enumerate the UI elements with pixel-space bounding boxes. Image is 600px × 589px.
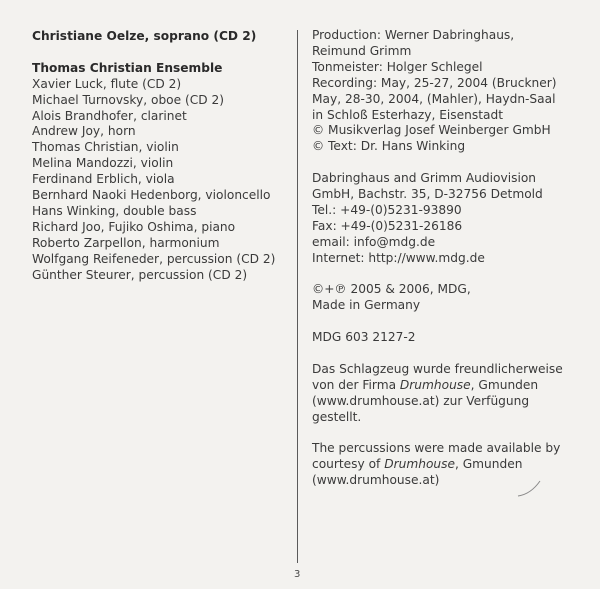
column-divider	[297, 30, 298, 563]
member-line: Bernhard Naoki Hedenborg, violoncello	[32, 188, 271, 203]
member-line: Günther Steurer, percussion (CD 2)	[32, 267, 248, 282]
member-line: Michael Turnovsky, oboe (CD 2)	[32, 92, 225, 107]
contact-line: Tel.: +49-(0)5231-93890	[312, 202, 462, 217]
member-line: Andrew Joy, horn	[32, 124, 136, 139]
credit-line: May, 28-30, 2004, (Mahler), Haydn-Saal	[312, 91, 556, 106]
catalog-number	[312, 330, 592, 346]
contact-line: email: info@mdg.de	[312, 234, 436, 249]
note-line: The percussions were made available by	[312, 441, 561, 456]
member-line: Thomas Christian, violin	[32, 140, 179, 155]
note-line: (www.drumhouse.at) zur Verfügung	[312, 393, 530, 408]
note-line: Das Schlagzeug wurde freundlicherweise	[312, 361, 563, 376]
note-line: (www.drumhouse.at)	[312, 473, 440, 488]
production-credits	[312, 28, 592, 155]
member-line: Ferdinand Erblich, viola	[32, 172, 175, 187]
pen-mark-icon	[516, 478, 542, 500]
copyright-line: ©+℗ 2005 & 2006, MDG,	[312, 282, 471, 297]
drumhouse-name: Drumhouse	[399, 377, 471, 392]
note-line: courtesy of Drumhouse, Gmunden	[312, 457, 523, 472]
credit-line: in Schloß Esterhazy, Eisenstadt	[312, 107, 503, 122]
copyright-notice	[312, 282, 592, 314]
contact-line: Dabringhaus and Grimm Audiovision	[312, 171, 537, 186]
member-line: Hans Winking, double bass	[32, 203, 197, 218]
member-line: Wolfgang Reifeneder, percussion (CD 2)	[32, 251, 276, 266]
credit-line: Tonmeister: Holger Schlegel	[312, 59, 483, 74]
member-line: Richard Joo, Fujiko Oshima, piano	[32, 219, 236, 234]
production-column	[312, 28, 592, 505]
contact-line: Fax: +49-(0)5231-26186	[312, 218, 463, 233]
catalog-line: MDG 603 2127-2	[312, 330, 416, 345]
credit-line: Recording: May, 25-27, 2004 (Bruckner)	[312, 75, 557, 90]
contact-line: GmbH, Bachstr. 35, D-32756 Detmold	[312, 187, 543, 202]
german-percussion-note	[312, 362, 592, 426]
copyright-line: Made in Germany	[312, 298, 421, 313]
member-line: Roberto Zarpellon, harmonium	[32, 235, 220, 250]
note-line: von der Firma Drumhouse, Gmunden	[312, 377, 539, 392]
publisher-contact	[312, 171, 592, 266]
member-line: Melina Mandozzi, violin	[32, 156, 174, 171]
english-percussion-note	[312, 441, 592, 489]
credit-line: Reimund Grimm	[312, 43, 412, 58]
ensemble-title: Thomas Christian Ensemble	[32, 60, 223, 75]
drumhouse-name: Drumhouse	[384, 457, 455, 472]
member-line: Alois Brandhofer, clarinet	[32, 108, 187, 123]
soloist-credit: Christiane Oelze, soprano (CD 2)	[32, 29, 257, 43]
note-line: gestellt.	[312, 409, 362, 424]
contact-line: Internet: http://www.mdg.de	[312, 250, 485, 265]
page-number: 3	[294, 569, 301, 580]
member-line: Xavier Luck, flute (CD 2)	[32, 76, 182, 91]
credit-line: © Text: Dr. Hans Winking	[312, 139, 466, 154]
credit-line: © Musikverlag Josef Weinberger GmbH	[312, 123, 551, 138]
performers-column	[32, 29, 287, 283]
credit-line: Production: Werner Dabringhaus,	[312, 28, 515, 42]
